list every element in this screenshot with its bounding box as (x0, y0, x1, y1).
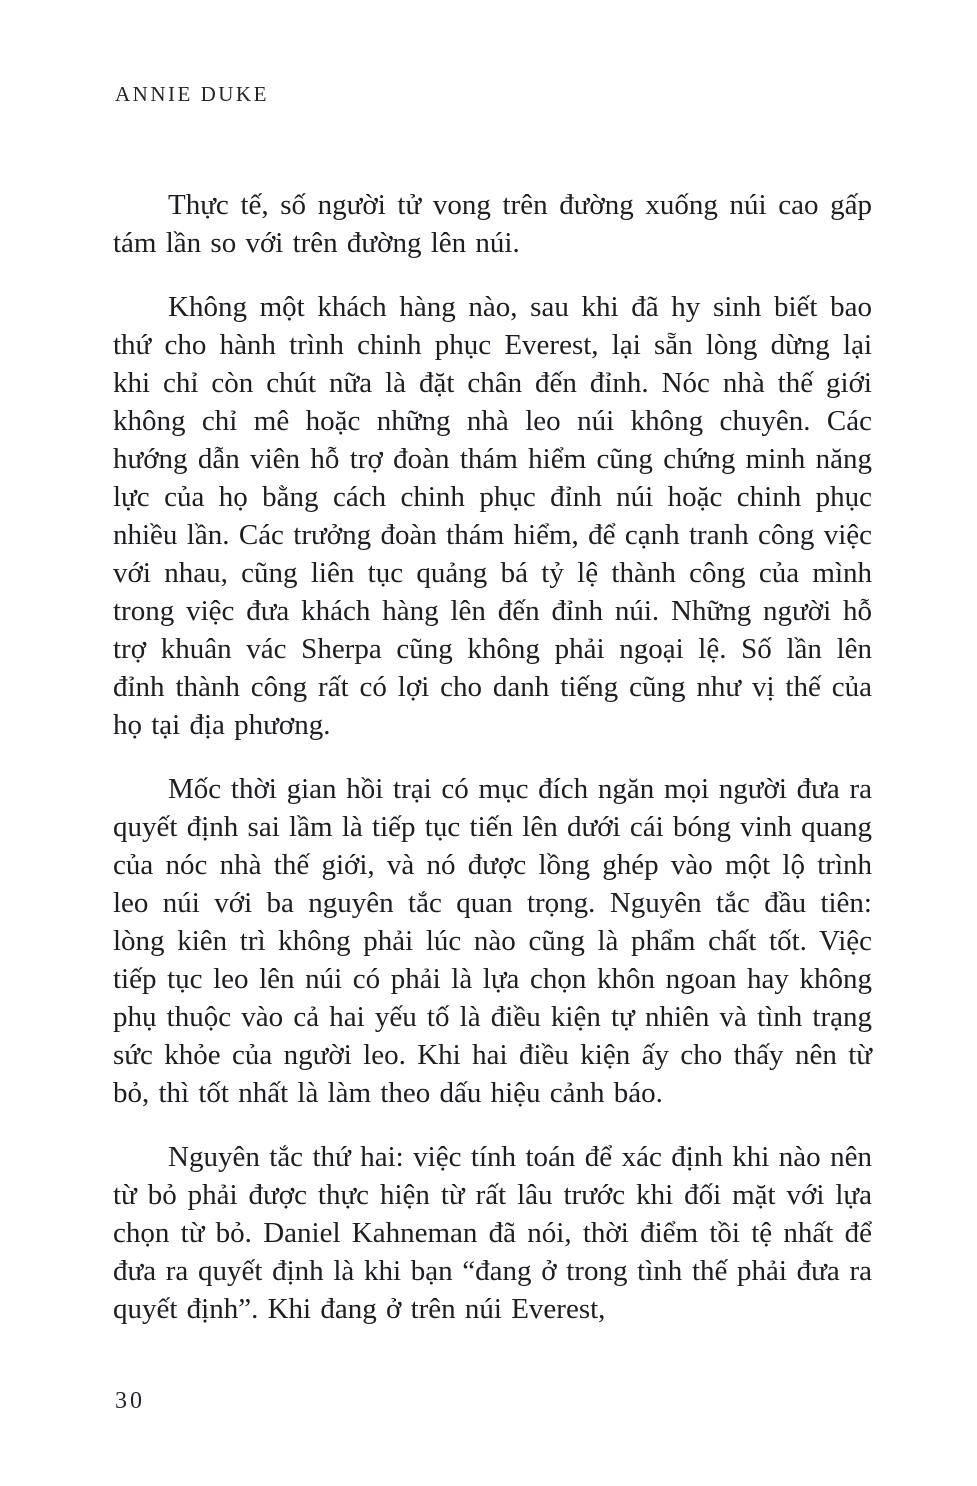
paragraph: Không một khách hàng nào, sau khi đã hy sinh biết bao thứ cho hành trình chinh phục Everest, lại sẵn lòng dừng lại khi chỉ còn chút nữa là đặt chân đến đỉnh. Nóc nhà thế giới không chỉ mê hoặc những nhà leo núi không chuyên. Các hướng dẫn viên hỗ trợ đoàn thám hiểm cũng chứng minh năng lực của họ bằng cách chinh phục đỉnh núi hoặc chinh phục nhiều lần. Các trưởng đoàn thám hiểm, để cạnh tranh công việc với nhau, cũng liên tục quảng bá tỷ lệ thành công của mình trong việc đưa khách hàng lên đến đỉnh núi. Những người hỗ trợ khuân vác Sherpa cũng không phải ngoại lệ. Số lần lên đỉnh thành công rất có lợi cho danh tiếng cũng như vị thế của họ tại địa phương. (113, 291, 872, 741)
paragraph: Nguyên tắc thứ hai: việc tính toán để xác định khi nào nên từ bỏ phải được thực hiện từ rất lâu trước khi đối mặt với lựa chọn từ bỏ. Daniel Kahneman đã nói, thời điểm tồi tệ nhất để đưa ra quyết định là khi bạn “đang ở trong tình thế phải đưa ra quyết định”. Khi đang ở trên núi Everest, (113, 1141, 872, 1325)
page-body-text (113, 186, 872, 1354)
running-header-author: ANNIE DUKE (115, 82, 269, 106)
paragraph: Mốc thời gian hồi trại có mục đích ngăn mọi người đưa ra quyết định sai lầm là tiếp tục tiến lên dưới cái bóng vinh quang của nóc nhà thế giới, và nó được lồng ghép vào một lộ trình leo núi với ba nguyên tắc quan trọng. Nguyên tắc đầu tiên: lòng kiên trì không phải lúc nào cũng là phẩm chất tốt. Việc tiếp tục leo lên núi có phải là lựa chọn khôn ngoan hay không phụ thuộc vào cả hai yếu tố là điều kiện tự nhiên và tình trạng sức khỏe của người leo. Khi hai điều kiện ấy cho thấy nên từ bỏ, thì tốt nhất là làm theo dấu hiệu cảnh báo. (113, 773, 872, 1109)
paragraph: Thực tế, số người tử vong trên đường xuống núi cao gấp tám lần so với trên đường lên núi. (113, 189, 872, 259)
page-number: 30 (115, 1388, 145, 1414)
